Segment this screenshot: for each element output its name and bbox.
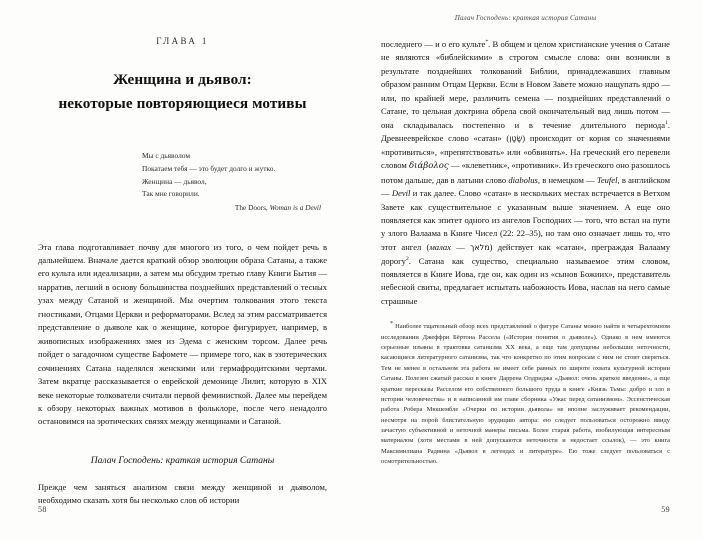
- body-segment-2: . В общем и целом христианские учения о Сатане не являются «библейскими» в строгом смысле слова: они возникли в результате позднейших толкований Библии, принадлежавших главным образом ранним Отцам Церкви. Если в Новом Завете можно нащупать ядро — или, по крайней мере, различить семена — позднейших представлений о Сатане, то цельная доктрина обрела свой окончательный вид лишь потом — она складывалась постепенно и в течение длительного периода: [381, 39, 670, 130]
- footnote-block: [381, 322, 670, 467]
- footnote-ref-star: *: [485, 39, 489, 46]
- footnote-divider: [381, 308, 670, 322]
- greek-word-diabolos: διάβολος: [409, 161, 449, 172]
- body-segment-11: . Сатана как существо, специально называемое этим словом, появляется в Книге Иова, где он, как один из «сынов Божиих», представитель небесной свиты, предлагает испытать набожность Иова, наслав на него самые страшные: [381, 255, 670, 306]
- page-number-right: 59: [661, 505, 670, 514]
- body-segment-10: ) действует как «сатан», преграждая Валааму дорогу: [381, 241, 670, 266]
- body-segment-7: , в английском —: [381, 174, 670, 199]
- footnote-ref-2: 2: [405, 255, 409, 262]
- epigraph-source-title: Woman is a Devil: [269, 202, 321, 212]
- body-segment-8: и так далее. Слово «сатан» в нескольких местах встречается в Ветхом Завете как существительное с указанным выше значением. А еще оно появляется как эпитет одного из ангелов Господних — того, что встал на пути у злого Валаама в Книге Чисел (22: 22–35), но там оно означает лишь то, что этот ангел (: [381, 188, 670, 252]
- left-body-paragraph: Эта глава подготавливает почву для многого из того, о чем пойдет речь в дальнейшем. Вначале дается краткий обзор эволюции образа Сатаны, а также его культа или идеализации, а затем мы обсудим третью главу Книги Бытия — нарратив, легший в основу большинства позднейших представлений о тесных узах между Сатаной и женщиной. Мы очертим толкования этого текста гностиками, Отцами Церкви и реформаторами. Вслед за этим рассматривается представление о дьяволе как о женщине, которое фигурирует, например, в живописных изображениях змея из Эдема с женским торсом. Далее речь пойдет о загадочном существе Бафомете — примере того, как в эзотерических сочинениях Сатана наделялся женскими или гермафродитскими чертами. Затем вкратце рассказывается о еврейской демонице Лилит, которую в XIX веке некоторые толкователи считали первой феминисткой. Далее мы перейдем к обзору некоторых важных мотивов в фольклоре, после чего ненадолго остановимся на эротических связях между женщинами и Сатаной.: [38, 241, 327, 427]
- body-segment-6: , в немецком —: [537, 174, 597, 185]
- transliteration-malakh: малах: [429, 241, 451, 252]
- right-page: [352, 0, 703, 540]
- body-segment-9: —: [450, 241, 471, 252]
- chapter-label: ГЛАВА 1: [156, 36, 209, 46]
- hebrew-word-satan: שָׂטָן: [509, 134, 523, 144]
- chapter-title-line-1: Женщина и дьявол:: [113, 71, 252, 88]
- epigraph: [142, 150, 321, 214]
- english-word-devil: Devil: [391, 188, 411, 199]
- epigraph-line-1: Мы с дьяволом: [142, 151, 190, 161]
- epigraph-source: [142, 202, 321, 215]
- german-word-teufel: Teufel: [596, 174, 618, 185]
- body-segment-4: ) происходит от корня со значениями «противиться», «препятствовать» или «обвинять». На греческий его перевели словом: [381, 133, 670, 171]
- section-title: Палач Господень: краткая история Сатаны: [90, 454, 275, 466]
- body-segment-5: — «клеветник», «противник». Из греческого оно разошлось потом дальше, дав в латыни слово: [381, 160, 670, 185]
- right-body-paragraph: [381, 38, 670, 308]
- footnote-marker: *: [390, 320, 394, 328]
- left-section-paragraph: Прежде чем заняться анализом связи между женщиной и дьяволом, необходимо сказать хотя бы несколько слов об истории: [38, 481, 327, 506]
- body-segment-3: . Древнееврейское слово «сатан» (: [381, 119, 670, 144]
- footnote-ref-1: 1: [665, 119, 668, 126]
- body-segment-1: последнего — и о его культе: [381, 39, 486, 49]
- page-number-left: 58: [38, 505, 47, 514]
- latin-word-diabolus: diabolus: [508, 174, 538, 185]
- running-head: Палач Господень: краткая история Сатаны: [454, 14, 597, 22]
- footnote-text: Наиболее тщательный обзор всех представлений о фигуре Сатаны можно найти в четырехтомном исследовании Джеффри Бёртона Рассела («История понятия о дьяволе»). Однако в нем имеются серьезные изъяны в трактовке сатанизма XX века, а еще там допущены небольшие неточности, касающиеся литературного сатанизма, так что конкретно по этим вопросам с ним не стоит сверяться. Тем не менее в остальном эта работа не имеет себе равных по широте охвата культурной истории Сатаны. Полезен сжатый рассказ в книге Даррена Олдриджа «Дьявол: очень краткое введение», а еще краткие пересказы Расселом его собственного большого труда в книге «Князь Тьмы: добро и зло в истории человечества» и в написанной им главе сборника «Ужас перед сатанизмом». Эссенстическая работа Робера Мюшембле «Очерки по истории дьявола» не вполне заслуживает рекомендации, несмотря на порой блистательную эрудицию автора: ею следует пользоваться осторожно ввиду зачастую субъективной и неточной манеры письма. Более старая работа, изобилующая интересным материалом (хотя местами в ней допускаются неточности и недостает ссылок), — это книга Максимилиана Радвина «Дьявол в легендах и литературе». Ею тоже следует пользоваться с осмотрительностью.: [381, 323, 670, 466]
- epigraph-line-3: Женщина — дьявол,: [142, 176, 207, 186]
- chapter-title-line-2: некоторые повторяющиеся мотивы: [58, 95, 307, 113]
- epigraph-line-2: Покатаем тебя — это будет долго и жутко.: [142, 163, 276, 173]
- epigraph-line-4: Так мне говорили.: [142, 189, 200, 199]
- epigraph-source-author: The Doors,: [234, 202, 270, 212]
- chapter-title: [38, 68, 327, 116]
- hebrew-word-malakh: מלאך: [470, 242, 490, 252]
